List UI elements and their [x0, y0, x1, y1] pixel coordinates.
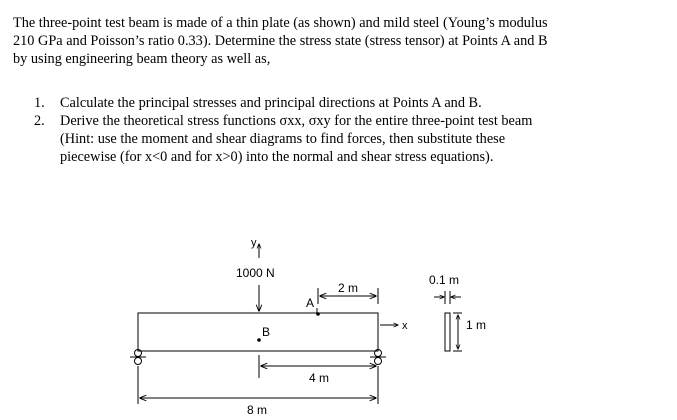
task-line: piecewise (for x<0 and for x>0) into the normal and shear stress equations). [60, 149, 494, 165]
dim-8m-label: 8 m [247, 403, 268, 417]
section-width-label: 0.1 m [429, 273, 460, 287]
intro-line-3: by using engineering beam theory as well as, [13, 51, 271, 67]
point-b-label: B [262, 325, 271, 339]
point-b-marker [257, 338, 261, 342]
y-axis-label: y [251, 237, 257, 249]
task-line: Calculate the principal stresses and principal directions at Points A and B. [60, 95, 482, 111]
right-pin-support [370, 350, 386, 365]
intro-line-2: 210 GPa and Poisson’s ratio 0.33). Determine the stress state (stress tensor) at Points A and B [13, 33, 548, 49]
left-pin-support [130, 350, 146, 365]
task-line: (Hint: use the moment and shear diagrams to find forces, then substitute these [60, 131, 506, 147]
point-a-label: A [306, 296, 315, 310]
point-a-marker [316, 312, 320, 316]
task-line: Derive the theoretical stress functions σxx, σxy for the entire three-point test beam [60, 113, 533, 129]
intro-line-1: The three-point test beam is made of a thin plate (as shown) and mild steel (Young’s modulus [13, 15, 548, 31]
dim-4m-label: 4 m [309, 371, 330, 385]
beam [138, 313, 378, 351]
task-number: 1. [34, 95, 45, 111]
section-height-label: 1 m [466, 318, 487, 332]
cross-section [445, 313, 450, 351]
load-label: 1000 N [236, 266, 275, 280]
dim-2m-label: 2 m [338, 281, 359, 295]
task-number: 2. [34, 113, 45, 129]
x-axis-label: x [402, 320, 408, 332]
